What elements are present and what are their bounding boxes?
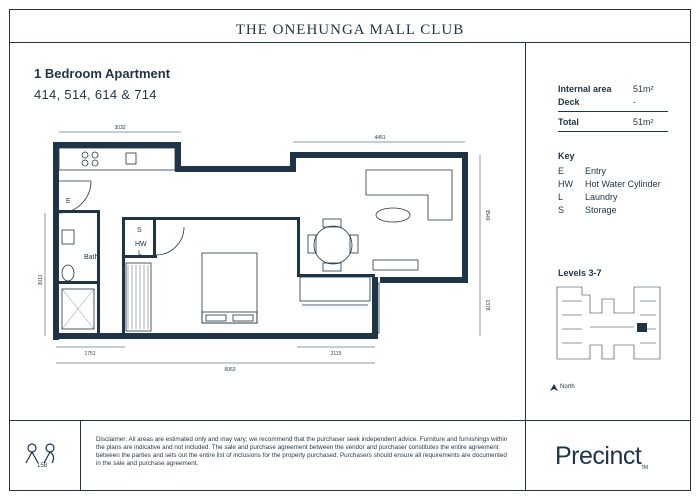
level-key-plan	[552, 283, 664, 363]
footer-logo-divider	[80, 420, 81, 491]
key-code-entry: E	[558, 166, 565, 176]
internal-area-value: 51m²	[633, 84, 654, 94]
apartment-units: 414, 514, 614 & 714	[34, 87, 157, 102]
plan-label-hot-water: HW	[135, 241, 147, 248]
brand-logo	[555, 442, 648, 471]
sidebar-divider	[525, 42, 526, 420]
area-rule	[558, 111, 668, 112]
plan-label-storage: S	[137, 227, 142, 234]
footer-brand-divider	[525, 420, 526, 491]
plan-label-laundry: L	[138, 250, 142, 257]
deck-label: Deck	[558, 97, 580, 107]
floor-plan	[40, 115, 510, 375]
dim-bottom-left: 1751	[84, 351, 96, 357]
key-label-hot-water: Hot Water Cylinder	[585, 179, 661, 189]
dim-bottom-total: 6063	[224, 367, 236, 373]
brand-name: Precinct	[555, 442, 642, 470]
dim-left: 3011	[38, 274, 44, 286]
dim-top-left: 3032	[114, 125, 126, 131]
apartment-title: 1 Bedroom Apartment	[34, 66, 171, 81]
dim-bottom-right: 2115	[330, 351, 342, 357]
key-legend	[558, 151, 661, 218]
plan-label-entry: E	[66, 198, 71, 205]
total-label: Total	[558, 117, 579, 127]
dim-top-right: 4451	[374, 135, 386, 141]
key-title: Key	[558, 151, 575, 161]
logo-number: 158	[37, 463, 48, 469]
page-title: THE ONEHUNGA MALL CLUB	[235, 22, 465, 38]
brand-trademark: TM	[641, 465, 648, 471]
levels-title: Levels 3-7	[558, 268, 602, 278]
key-label-entry: Entry	[585, 166, 607, 176]
plan-walls	[53, 142, 468, 340]
total-rule	[558, 131, 668, 132]
area-table	[558, 84, 654, 110]
dim-right-lower: 1378	[484, 299, 490, 311]
key-label-laundry: Laundry	[585, 192, 618, 202]
north-label: North	[560, 384, 575, 390]
header-divider	[9, 42, 691, 43]
footer-divider	[9, 420, 691, 421]
internal-area-label: Internal area	[558, 84, 612, 94]
deck-value: -	[633, 97, 636, 107]
key-code-storage: S	[558, 205, 565, 215]
total-value: 51m²	[633, 117, 654, 127]
disclaimer-text: Disclaimer: All areas are estimated only and may vary; we recommend that the purchaser seek independent advice. Furniture and furnishings within the plans are indicative and not included. The sale and purchase agreement between the vendor and purchaser constitutes the entire agreement between the parties and sets out the entire list of inclusions for the property purchased. Purchasers should ensure all requirements are documented in the sale and purchase agreement.	[96, 436, 508, 467]
key-code-laundry: L	[558, 192, 564, 202]
key-label-storage: Storage	[585, 205, 617, 215]
key-code-hot-water: HW	[558, 179, 573, 189]
unit-highlight	[637, 323, 647, 332]
north-arrow-icon	[549, 383, 559, 393]
plan-label-bath: Bath	[84, 254, 99, 261]
plan-fixtures	[59, 148, 467, 333]
area-total	[558, 117, 654, 130]
dim-right-upper: 3549	[484, 209, 490, 221]
